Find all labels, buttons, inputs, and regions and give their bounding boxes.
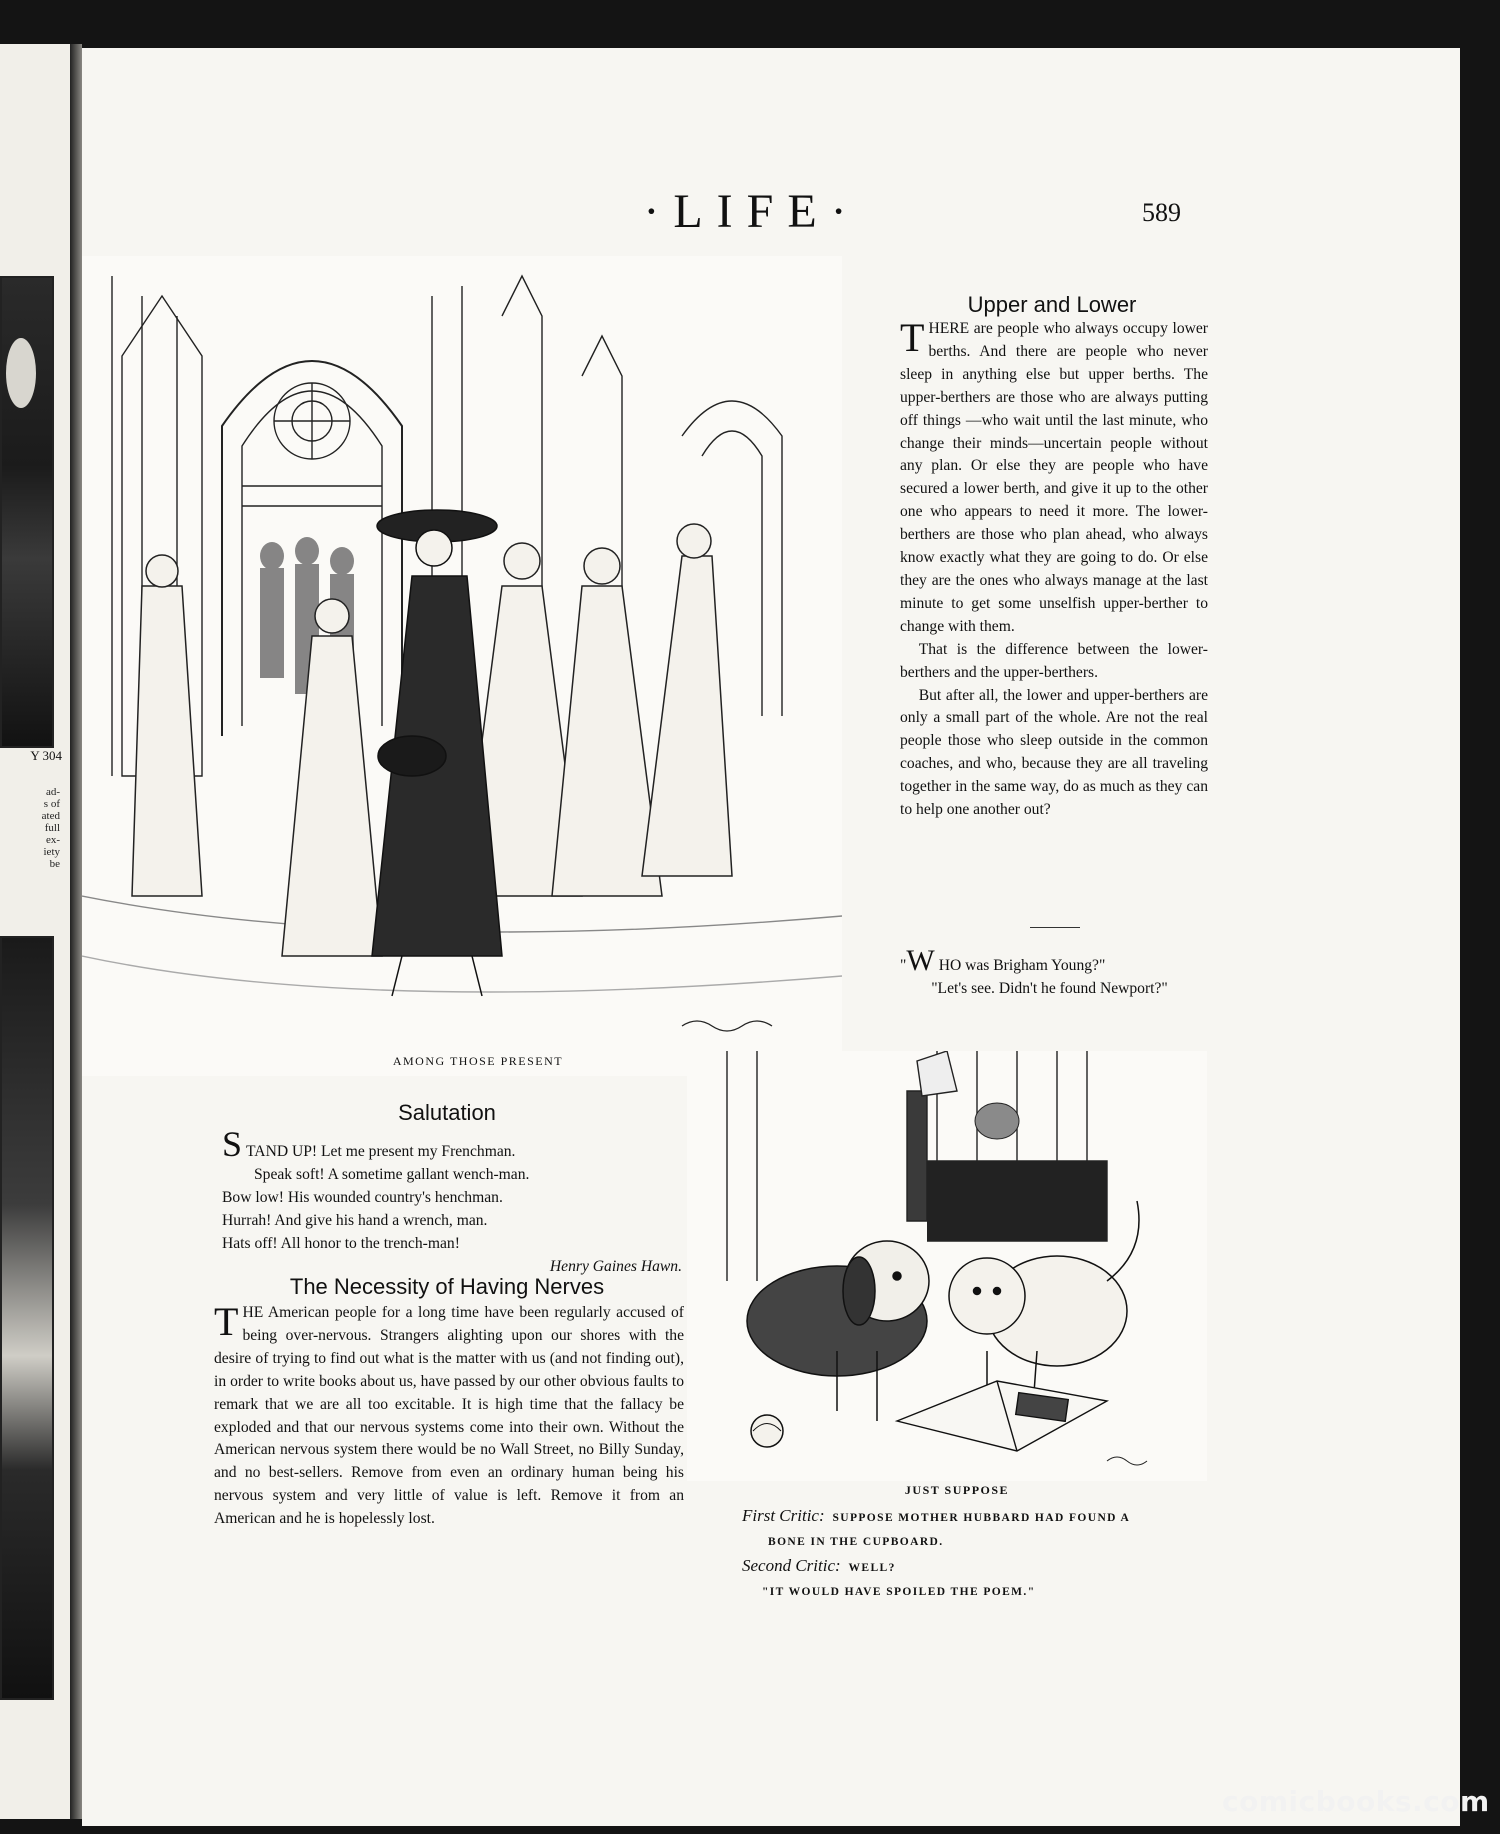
joke-brigham-young: [900, 944, 1208, 1001]
masthead: ·LIFE·: [643, 185, 861, 238]
previous-page-photo-bottom: [0, 936, 54, 1700]
article-necessity-of-nerves: [214, 1299, 684, 1531]
dropcap-w: W: [906, 944, 935, 977]
upper-lower-paragraph-2: That is the difference between the lower-berthers and the upper-berthers.: [900, 640, 1208, 681]
dropcap-t: T: [214, 1299, 239, 1344]
brigham-question: HO was Brigham Young?": [938, 957, 1106, 974]
poem-line-5: Hats off! All honor to the trench-man!: [222, 1234, 460, 1252]
nerves-body-text: HE American people for a long time have been regularly accused of being over-nervous. Strangers alighting upon our shores with the desire of trying to find out what is the matter with us (and not finding out), in order to write books about us, have passed by our other obvious faults to remark that we are all too excitable. It is high time that the fallacy be exploded and that our nervous systems come into their own. Without the American nervous system there would be no Wall Street, no Billy Sunday, and no best-sellers. Remove from even an ordinary human being his nervous system and very little of value is left. Remove it from an American and he is hopelessly lost.: [214, 1304, 684, 1528]
illustration-church-scene: [82, 256, 842, 1076]
watermark: comicbooks.com: [1222, 1785, 1490, 1818]
article-upper-and-lower: [900, 315, 1208, 822]
previous-page-fragment: s of: [43, 798, 60, 810]
illustration-caption-among-those-present: AMONG THOSE PRESENT: [392, 1054, 564, 1068]
section-divider: [1030, 927, 1080, 928]
open-quote: ": [900, 957, 907, 974]
poem-line-2: Speak soft! A sometime gallant wench-man.: [254, 1165, 530, 1183]
poem-line-4: Hurrah! And give his hand a wrench, man.: [222, 1211, 488, 1229]
previous-page-caption: Y 304: [30, 748, 62, 763]
upper-lower-paragraph-3: But after all, the lower and upper-berthers are only a small part of the whole. Are not the real people those who sleep outside in the common coaches, and who, because they are all traveling together in the same way, do as much as they can to help one another out?: [900, 686, 1208, 819]
previous-page-fragment: be: [49, 858, 60, 870]
dropcap-t: T: [900, 315, 925, 360]
speaker-second-critic: Second Critic:: [742, 1556, 841, 1575]
page-number: 589: [1142, 198, 1181, 227]
brigham-answer: "Let's see. Didn't he found Newport?": [931, 979, 1168, 997]
poem-salutation: [222, 1124, 682, 1278]
illustration-caption-just-suppose: JUST SUPPOSE: [904, 1483, 1010, 1497]
page-binding-shadow: [70, 44, 82, 1819]
poem-author: Henry Gaines Hawn.: [549, 1257, 682, 1275]
first-critic-line-b: BONE IN THE CUPBOARD.: [768, 1535, 944, 1548]
dropcap-s: S: [222, 1124, 243, 1164]
heading-upper-and-lower: Upper and Lower: [967, 292, 1137, 317]
previous-page-fragment: iety: [43, 846, 60, 858]
illustration-puppies-reading: [687, 1051, 1207, 1481]
dialogue-just-suppose: [742, 1504, 1212, 1604]
first-critic-line-a: SUPPOSE MOTHER HUBBARD HAD FOUND A: [832, 1512, 1131, 1524]
first-critic-reply: "IT WOULD HAVE SPOILED THE POEM.": [762, 1585, 1036, 1598]
poem-line-3: Bow low! His wounded country's henchman.: [222, 1188, 503, 1206]
previous-page-edge: [0, 44, 70, 1819]
second-critic-line: WELL?: [848, 1562, 896, 1574]
previous-page-fragment: ad-: [45, 786, 60, 798]
previous-page-photo-top: [0, 276, 54, 748]
previous-page-fragment: ex-: [45, 834, 60, 846]
previous-page-fragment: full: [44, 822, 60, 834]
speaker-first-critic: First Critic:: [742, 1506, 825, 1525]
poem-line-1: TAND UP! Let me present my Frenchman.: [246, 1143, 516, 1160]
upper-lower-paragraph-1: HERE are people who always occupy lower berths. And there are people who never sleep in anything else but upper berths. The upper-berthers are those who are always putting off things —who wait until the last minute, who change their minds—uncertain people without any plan. Or else they are people who have secured a lower berth, and give it up to the other one who appears to need it more. The lower-berthers are those who plan ahead, who always know exactly what they are going to do. Or else they are the ones who always manage at the last minute to get some unselfish upper-berther to change with them.: [900, 320, 1208, 635]
heading-necessity-of-nerves: The Necessity of Having Nerves: [289, 1274, 605, 1299]
previous-page-fragment: ated: [41, 810, 60, 822]
heading-salutation: Salutation: [398, 1100, 496, 1125]
previous-page-text-fragments: [6, 786, 60, 870]
magazine-page: [82, 48, 1460, 1826]
